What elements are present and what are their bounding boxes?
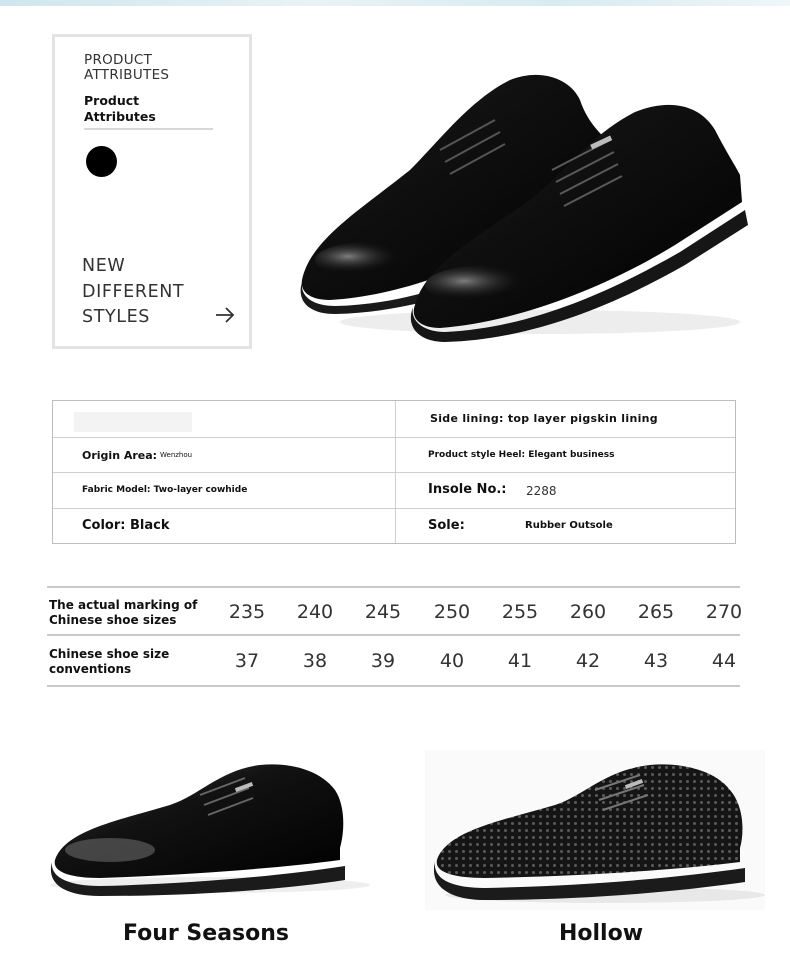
size-convention-value: 44 bbox=[711, 650, 737, 672]
size-marking-value: 250 bbox=[433, 601, 471, 623]
hero-shoes-image bbox=[290, 60, 760, 345]
size-conversion-table bbox=[47, 586, 743, 687]
new-styles-text: NEW DIFFERENT STYLES bbox=[82, 256, 185, 327]
sole-label: Sole: bbox=[428, 517, 465, 533]
conventions-label: Chinese shoe size conventions bbox=[49, 647, 170, 676]
hollow-caption: Hollow bbox=[558, 921, 644, 946]
insole-label: Insole No.: bbox=[428, 482, 507, 497]
size-convention-value: 41 bbox=[507, 650, 533, 672]
side-lining-text: Side lining: top layer pigskin lining bbox=[430, 412, 658, 425]
size-marking-value: 270 bbox=[705, 601, 743, 623]
size-table-rule bbox=[47, 634, 740, 636]
color-text: Color: Black bbox=[82, 517, 170, 533]
spec-row bbox=[53, 472, 735, 508]
product-style-text: Product style Heel: Elegant business bbox=[428, 449, 615, 460]
size-table-rule bbox=[47, 685, 740, 687]
origin-label: Origin Area: bbox=[82, 448, 158, 462]
color-swatch-black[interactable] bbox=[86, 146, 117, 177]
product-attributes-card bbox=[52, 34, 252, 349]
size-convention-value: 40 bbox=[439, 650, 465, 672]
arrow-right-icon[interactable] bbox=[214, 304, 236, 326]
size-marking-value: 240 bbox=[296, 601, 334, 623]
size-convention-value: 37 bbox=[234, 650, 260, 672]
size-convention-value: 42 bbox=[575, 650, 601, 672]
insole-value: 2288 bbox=[526, 484, 557, 498]
spec-row bbox=[53, 437, 735, 473]
marking-label: The actual marking of Chinese shoe sizes bbox=[49, 598, 198, 627]
size-convention-value: 39 bbox=[370, 650, 396, 672]
origin-value: Wenzhou bbox=[160, 450, 193, 459]
size-marking-value: 255 bbox=[501, 601, 539, 623]
sole-value: Rubber Outsole bbox=[525, 519, 613, 531]
hollow-shoe-image bbox=[425, 750, 765, 910]
subheading-underline bbox=[84, 128, 213, 130]
spec-row bbox=[53, 401, 735, 437]
fabric-text: Fabric Model: Two-layer cowhide bbox=[82, 485, 248, 495]
size-table-rule bbox=[47, 586, 740, 588]
blank-cell bbox=[74, 412, 192, 432]
size-marking-value: 235 bbox=[228, 601, 266, 623]
attributes-heading: PRODUCT ATTRIBUTES bbox=[84, 52, 170, 83]
size-convention-value: 43 bbox=[643, 650, 669, 672]
size-marking-value: 245 bbox=[364, 601, 402, 623]
size-marking-value: 265 bbox=[637, 601, 675, 623]
four-seasons-shoe-image bbox=[40, 750, 370, 900]
spec-table bbox=[52, 400, 736, 544]
size-convention-value: 38 bbox=[302, 650, 328, 672]
top-decor-strip bbox=[0, 0, 790, 6]
spec-row bbox=[53, 508, 735, 544]
four-seasons-caption: Four Seasons bbox=[123, 921, 289, 946]
attributes-subheading: Product Attributes bbox=[84, 93, 156, 124]
size-marking-value: 260 bbox=[569, 601, 607, 623]
